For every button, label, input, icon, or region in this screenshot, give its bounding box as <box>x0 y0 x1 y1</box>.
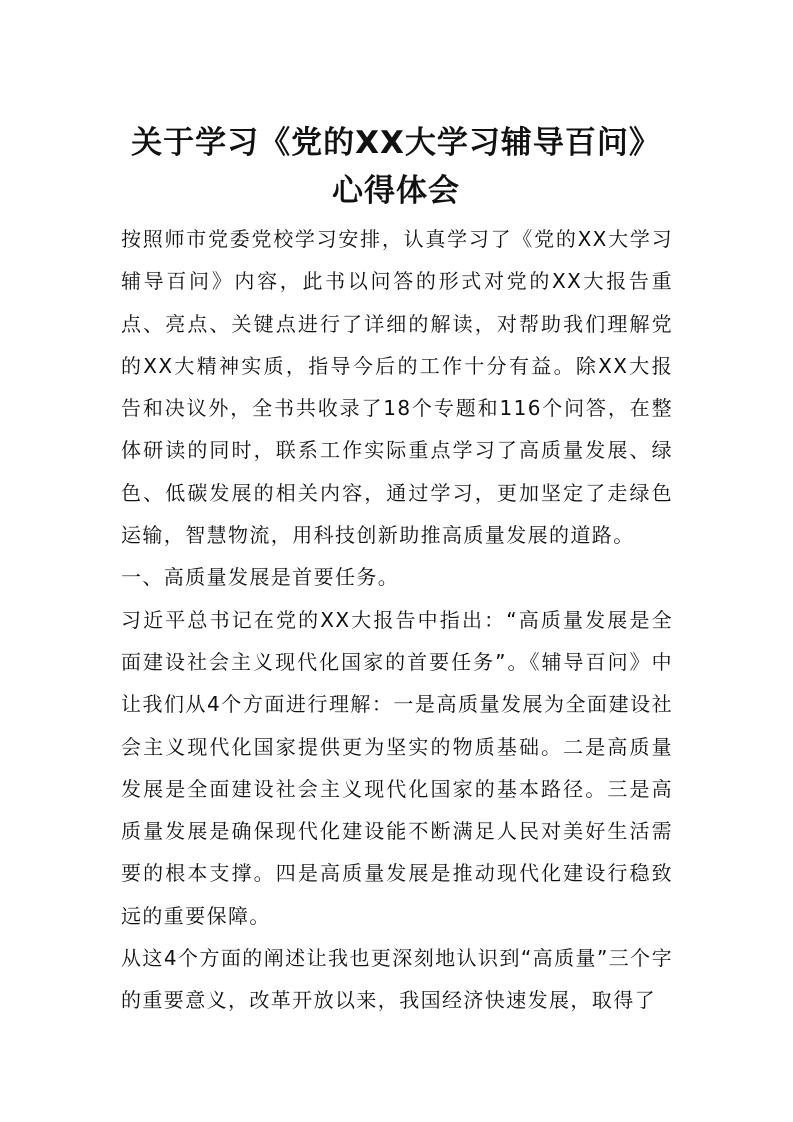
paragraph-intro: 按照师市党委党校学习安排，认真学习了《党的XX大学习辅导百问》内容，此书以问答的形式对党的XX大报告重点、亮点、关键点进行了详细的解读，对帮助我们理解党的XX大精神实质，指导今后的工作十分有益。除XX大报告和决议外，全书共收录了18个专题和116个问答，在整体研读的同时，联系工作实际重点学习了高质量发展、绿色、低碳发展的相关内容，通过学习，更加坚定了走绿色运输，智慧物流，用科技创新助推高质量发展的道路。 <box>121 227 673 548</box>
paragraph-reflection: 从这4个方面的阐述让我也更深刻地认识到“高质量”三个字的重要意义，改革开放以来，我国经济快速发展，取得了 <box>121 946 673 1013</box>
document-body <box>121 218 673 1022</box>
paragraph-quote: 习近平总书记在党的XX大报告中指出：“高质量发展是全面建设社会主义现代化国家的首要任务”。《辅导百问》中让我们从4个方面进行理解：一是高质量发展为全面建设社会主义现代化国家提供更为坚实的物质基础。二是高质量发展是全面建设社会主义现代化国家的基本路径。三是高质量发展是确保现代化建设能不断满足人民对美好生活需要的根本支撑。四是高质量发展是推动现代化建设行稳致远的重要保障。 <box>121 607 673 928</box>
section-heading-1: 一、高质量发展是首要任务。 <box>121 565 400 590</box>
document-title: 关于学习《党的XX大学习辅导百问》心得体会 <box>131 125 661 209</box>
